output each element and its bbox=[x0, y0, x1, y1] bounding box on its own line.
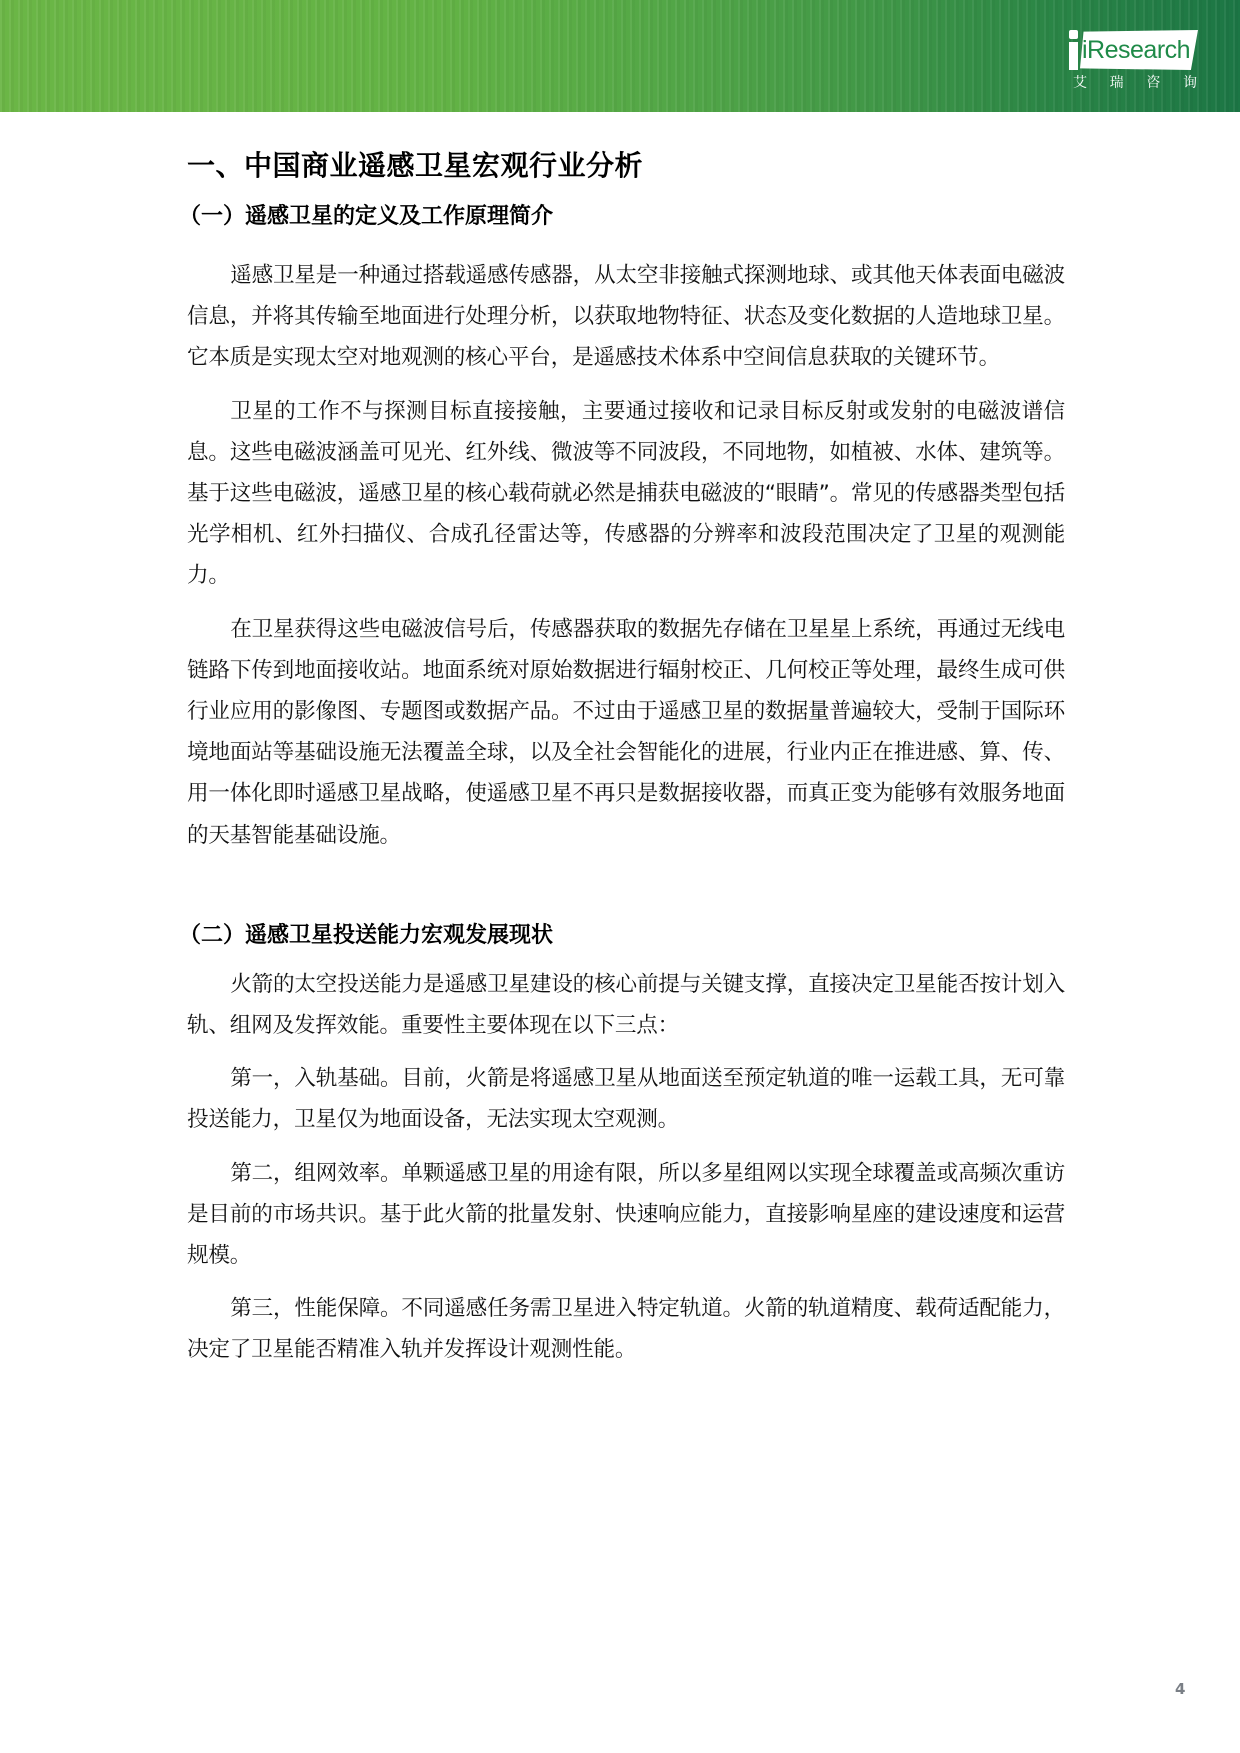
logo-cn-char: 艾 bbox=[1073, 75, 1087, 91]
logo-i-mark-icon bbox=[1068, 30, 1080, 70]
page-number: 4 bbox=[1175, 1680, 1186, 1698]
header-banner bbox=[0, 0, 1240, 112]
paragraph: 火箭的太空投送能力是遥感卫星建设的核心前提与关键支撑，直接决定卫星能否按计划入轨、组网及发挥效能。重要性主要体现在以下三点： bbox=[187, 971, 1065, 1039]
document-body bbox=[179, 145, 1065, 1371]
page-title: 一、中国商业遥感卫星宏观行业分析 bbox=[187, 149, 644, 182]
logo-wordmark: iResearch bbox=[1082, 36, 1191, 64]
iresearch-logo bbox=[1068, 30, 1200, 100]
paragraph: 第一，入轨基础。目前，火箭是将遥感卫星从地面送至预定轨道的唯一运载工具，无可靠投送能力，卫星仅为地面设备，无法实现太空观测。 bbox=[187, 1066, 1065, 1133]
paragraph: 第三，性能保障。不同遥感任务需卫星进入特定轨道。火箭的轨道精度、载荷适配能力，决定了卫星能否精准入轨并发挥设计观测性能。 bbox=[187, 1296, 1065, 1363]
logo-cn-char: 瑞 bbox=[1109, 75, 1124, 91]
section-heading-1: （一）遥感卫星的定义及工作原理简介 bbox=[179, 204, 554, 229]
logo-cn-char: 询 bbox=[1182, 75, 1197, 91]
paragraph: 卫星的工作不与探测目标直接接触，主要通过接收和记录目标反射或发射的电磁波谱信息。这些电磁波涵盖可见光、红外线、微波等不同波段，不同地物，如植被、水体、建筑等。基于这些电磁波，遥感卫星的核心载荷就必然是捕获电磁波的“眼睛”。常见的传感器类型包括光学相机、红外扫描仪、合成孔径雷达等，传感器的分辨率和波段范围决定了卫星的观测能力。 bbox=[187, 398, 1065, 589]
logo-chinese-name bbox=[1073, 74, 1197, 92]
paragraph: 第二，组网效率。单颗遥感卫星的用途有限，所以多星组网以实现全球覆盖或高频次重访是目前的市场共识。基于此火箭的批量发射、快速响应能力，直接影响星座的建设速度和运营规模。 bbox=[187, 1160, 1065, 1269]
section-heading-2: （二）遥感卫星投送能力宏观发展现状 bbox=[179, 922, 554, 948]
paragraph: 遥感卫星是一种通过搭载遥感传感器，从太空非接触式探测地球、或其他天体表面电磁波信息，并将其传输至地面进行处理分析，以获取地物特征、状态及变化数据的人造地球卫星。它本质是实现太空对地观测的核心平台，是遥感技术体系中空间信息获取的关键环节。 bbox=[187, 263, 1065, 371]
logo-cn-char: 咨 bbox=[1146, 75, 1161, 91]
paragraph: 在卫星获得这些电磁波信号后，传感器获取的数据先存储在卫星星上系统，再通过无线电链路下传到地面接收站。地面系统对原始数据进行辐射校正、几何校正等处理，最终生成可供行业应用的影像图、专题图或数据产品。不过由于遥感卫星的数据量普遍较大，受制于国际环境地面站等基础设施无法覆盖全球，以及全社会智能化的进展，行业内正在推进感、算、传、用一体化即时遥感卫星战略，使遥感卫星不再只是数据接收器，而真正变为能够有效服务地面的天基智能基础设施。 bbox=[187, 616, 1065, 848]
